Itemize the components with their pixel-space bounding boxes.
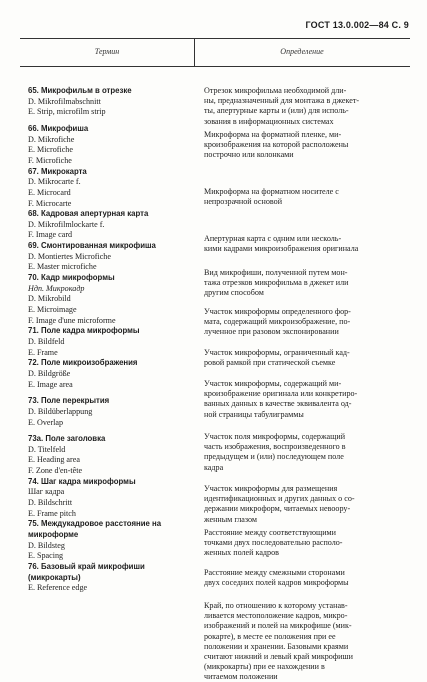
column-header-definition: Определение <box>280 47 324 56</box>
term-line: 70. Кадр микроформы <box>28 273 115 283</box>
term-line: 73. Поле перекрытия <box>28 396 110 406</box>
definition-line: Участок микроформы определенного фор- <box>204 307 351 316</box>
term-line: E. Overlap <box>28 417 64 427</box>
term-line: D. Bildsteg <box>28 540 65 550</box>
term-line: E. Strip, microfilm strip <box>28 107 106 117</box>
definition-line: Микроформа на форматной пленке, ми- <box>204 130 342 139</box>
definition-line: изображений и полей на микрофише (мик- <box>204 621 352 631</box>
term-line: E. Reference edge <box>28 583 88 593</box>
term-line: D. Mikrofiche <box>28 134 75 144</box>
page-header: ГОСТ 13.0.002—84 С. 9 <box>305 20 409 30</box>
definition-line: Расстояние между соответствующими <box>204 528 337 537</box>
definition-line: другим способом <box>204 288 264 298</box>
definition-line: Участок микроформы, содержащий ми- <box>204 379 342 388</box>
term-line: 66. Микрофиша <box>28 123 89 133</box>
definition-line: Участок микроформы, ограниченный кад- <box>204 348 350 357</box>
definition-line: ливается местоположение кадров, микро- <box>204 611 348 621</box>
table-top-rule <box>20 38 410 39</box>
term-line: F. Image d'une microforme <box>28 315 116 325</box>
definition-line: предыдущем и (или) последующем поле <box>204 452 344 462</box>
term-line: 68. Кадровая апертурная карта <box>28 209 149 219</box>
definition-line: Апертурная карта с одним или несколь- <box>204 234 342 243</box>
term-line: E. Microcard <box>28 187 71 197</box>
term-line: 71. Поле кадра микроформы <box>28 326 140 336</box>
term-line: Ндп. Микрокадр <box>28 283 85 293</box>
term-line: E. Frame pitch <box>28 508 76 518</box>
term-line: E. Image area <box>28 379 73 389</box>
term-line: (микрокарты) <box>28 572 81 582</box>
term-line: D. Bildgröße <box>28 368 71 378</box>
definition-line: считают нижний и левый край микрофиши <box>204 652 353 661</box>
term-line: 67. Микрокарта <box>28 166 87 176</box>
term-line: микроформе <box>28 530 79 539</box>
term-line: 65. Микрофильм в отрезке <box>28 86 132 95</box>
header-bottom-rule <box>20 66 410 67</box>
term-line: D. Bildschritt <box>28 498 73 508</box>
definition-line: ванных данных в качестве эквивалента од- <box>204 399 352 409</box>
term-line: 69. Смонтированная микрофиша <box>28 241 156 251</box>
definition-line: Микроформа на форматном носителе с <box>204 187 339 196</box>
term-line: D. Mikrofilmlockarte f. <box>28 219 105 229</box>
term-line: D. Mikrofilmabschnitt <box>28 96 101 106</box>
term-line: 76. Базовый край микрофиши <box>28 561 145 571</box>
definition-line: кроизображение оригинала или конкретиро- <box>204 389 358 399</box>
term-line: 73a. Поле заголовка <box>28 434 106 444</box>
term-line: F. Microcarte <box>28 198 72 208</box>
definition-line: ровой рамкой при статической съемке <box>204 358 336 368</box>
definition-line: читаемом положении <box>204 672 278 682</box>
definition-line: мата, содержащий микроизображение, по- <box>204 317 351 327</box>
definition-line: двух соседних полей кадров микроформы <box>204 578 349 588</box>
term-line: D. Bildfeld <box>28 336 65 346</box>
definition-line: Расстояние между смежными сторонами <box>204 568 345 577</box>
definition-line: женным глазом <box>204 514 258 524</box>
term-line: E. Heading area <box>28 455 80 465</box>
term-line: D. Mikrocarte f. <box>28 177 81 187</box>
definition-line: Вид микрофиши, полученной путем мон- <box>204 268 348 277</box>
term-line: E. Spacing <box>28 551 64 561</box>
definition-line: точками двух последовательно располо- <box>204 538 343 548</box>
definition-line: идентификационных и других данных о со- <box>204 494 355 504</box>
term-line: Шаг кадра <box>28 487 65 497</box>
definition-line: женных полей кадров <box>204 548 279 558</box>
term-line: 72. Поле микроизображения <box>28 358 138 368</box>
definition-line: ной страницы табулиграммы <box>204 409 304 419</box>
definition-line: часть изображения, воспроизведенного в <box>204 442 346 452</box>
definition-line: лученное при разовом экспонировании <box>204 327 339 337</box>
term-line: F. Zone d'en-tête <box>28 466 83 476</box>
term-line: E. Master microfiche <box>28 262 97 272</box>
definition-line: ны, предназначенный для монтажа в джекет- <box>204 96 360 106</box>
term-line: 74. Шаг кадра микроформы <box>28 476 136 486</box>
term-line: F. Microfiche <box>28 155 72 165</box>
definition-line: кими кадрами микроизображения оригинала <box>204 244 359 254</box>
definition-line: (микрокарты) при ее нахождении в <box>204 662 325 672</box>
definition-line: держании микроформ, читаемых невоору- <box>204 504 351 514</box>
definition-line: Участок поля микроформы, содержащий <box>204 432 346 441</box>
definition-line: Участок микроформы для размещения <box>204 484 338 493</box>
term-line: D. Mikrobild <box>28 294 71 304</box>
column-header-term: Термин <box>94 47 120 56</box>
term-line: F. Image card <box>28 230 73 240</box>
definition-line: зования в информационных системах <box>204 116 334 126</box>
definition-line: построчно или колонками <box>204 150 294 160</box>
terms-table <box>20 38 410 682</box>
term-line: E. Microfiche <box>28 145 73 155</box>
definition-line: кадра <box>204 462 224 472</box>
definition-line: тажа отрезков микрофильма в джекет или <box>204 278 349 288</box>
term-line: D. Montiertes Microfiche <box>28 251 111 261</box>
definition-line: ты, апертурные карты и (или) для исполь- <box>204 106 349 116</box>
definition-line: Отрезок микрофильма необходимой дли- <box>204 86 347 95</box>
term-line: D. Titelfeld <box>28 444 66 454</box>
term-line: D. Bildüberlappung <box>28 406 93 416</box>
definition-line: Край, по отношению к которому устанав- <box>204 601 348 610</box>
definition-line: положении и хранении. Базовыми краями <box>204 641 349 651</box>
term-line: 75. Междукадровое расстояние на <box>28 519 162 529</box>
definition-line: кроизображения на которой расположены <box>204 140 349 150</box>
term-line: E. Frame <box>28 347 58 357</box>
definition-line: рокарте), в месте ее положения при ее <box>204 631 336 641</box>
term-line: E. Microimage <box>28 305 77 314</box>
definition-line: непрозрачной основой <box>204 197 283 207</box>
